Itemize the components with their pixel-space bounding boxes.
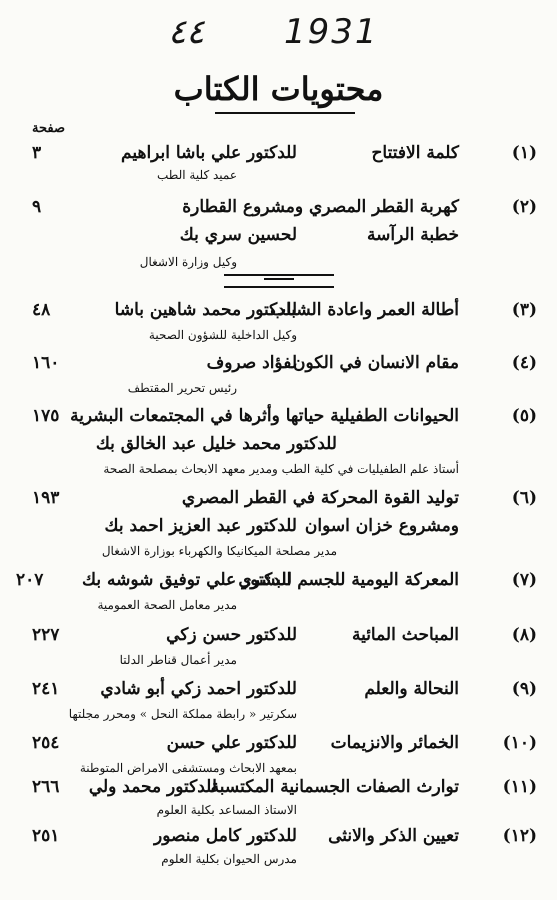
toc-entry-6 bbox=[20, 488, 537, 558]
entry-title: المعركة اليومية للجسم البشري bbox=[238, 570, 459, 590]
entry-page: ٤٨ bbox=[32, 300, 51, 320]
entry-author: للدكتور محمد شاهين باشا bbox=[114, 300, 297, 320]
entry-title: تعيين الذكر والانثى bbox=[328, 826, 459, 846]
entry-subtitle: مدير مصلحة الميكانيكا والكهرباء بوزارة الاشغال bbox=[101, 544, 337, 558]
page-title: محتويات الكتاب bbox=[173, 70, 384, 108]
entry-subtitle: مدير معامل الصحة العمومية bbox=[97, 598, 237, 612]
entry-page: ٢٤١ bbox=[32, 679, 60, 699]
entry-page: ٢٥٤ bbox=[32, 733, 60, 753]
entry-author: للدكتور كامل منصور bbox=[153, 826, 297, 846]
entry-title: كلمة الافتتاح bbox=[371, 143, 459, 163]
entry-subtitle: سكرتير « رابطة مملكة النحل » ومحرر مجلتها bbox=[68, 707, 297, 721]
entry-number: (٢) bbox=[511, 197, 537, 217]
entry-author: للدكتور علي باشا ابراهيم bbox=[121, 143, 297, 163]
entry-number: (١٠) bbox=[502, 733, 537, 753]
entry-title: الخمائر والانزيمات bbox=[330, 733, 459, 753]
entry-subtitle: بمعهد الابحاث ومستشفى الامراض المتوطنة bbox=[79, 761, 297, 775]
entry-page: ١٩٣ bbox=[32, 488, 60, 508]
entry-author: للدكتور علي حسن bbox=[166, 733, 297, 753]
entry-title: الحيوانات الطفيلية حياتها وأثرها في المجتمعات البشرية bbox=[70, 406, 459, 426]
toc-entry-5 bbox=[20, 406, 537, 476]
entry-author: للدكتور حسن زكي bbox=[166, 625, 297, 645]
entry-subtitle: رئيس تحرير المقتطف bbox=[127, 381, 237, 395]
entry-title: توارث الصفات الجسمانية المكتسبة bbox=[210, 777, 459, 797]
entry-page: ١٦٠ bbox=[32, 353, 60, 373]
entry-title: النحالة والعلم bbox=[364, 679, 459, 699]
entry-number: (٣) bbox=[511, 300, 537, 320]
entry-number: (٥) bbox=[511, 406, 537, 426]
entry-subtitle: وكيل الداخلية للشؤون الصحية bbox=[148, 328, 297, 342]
entry-subtitle: أستاذ علم الطفيليات في كلية الطب ومدير معهد الابحاث بمصلحة الصحة bbox=[103, 462, 459, 476]
entry-author: لفؤاد صروف bbox=[206, 353, 297, 373]
entry-number: (٦) bbox=[511, 488, 537, 508]
toc-entry-3 bbox=[20, 300, 537, 360]
entry-line2-author: للدكتور عبد العزيز احمد بك bbox=[104, 516, 297, 536]
entry-page: ٢٠٧ bbox=[16, 570, 44, 590]
entry-title: أطالة العمر واعادة الشباب bbox=[270, 300, 459, 320]
toc-entry-7 bbox=[16, 570, 537, 630]
entry-author: للدكتور محمد ولي bbox=[88, 777, 217, 797]
entry-number: (١١) bbox=[502, 777, 537, 797]
entry-author: للدكتور احمد زكي أبو شادي bbox=[100, 679, 297, 699]
entry-number: (٧) bbox=[511, 570, 537, 590]
entry-number: (١٢) bbox=[502, 826, 537, 846]
entry-page: ١٧٥ bbox=[32, 406, 60, 426]
toc-entry-1 bbox=[20, 143, 537, 203]
title-underline bbox=[215, 112, 355, 114]
entry-page: ٣ bbox=[32, 143, 42, 163]
toc-entry-8 bbox=[20, 625, 537, 685]
toc-entry-12 bbox=[20, 826, 537, 886]
toc-entry-9 bbox=[20, 679, 537, 739]
entry-subtitle: عميد كلية الطب bbox=[156, 168, 237, 182]
entry-number: (٨) bbox=[511, 625, 537, 645]
entry-title: كهربة القطر المصري ومشروع القطارة bbox=[182, 197, 459, 217]
entry-line2-right: خطبة الرآسة bbox=[367, 225, 459, 245]
entry-number: (٤) bbox=[511, 353, 537, 373]
entry-line2-author: للدكتور محمد خليل عبد الخالق بك bbox=[95, 434, 337, 454]
entry-subtitle: وكيل وزارة الاشغال bbox=[139, 255, 237, 269]
handwritten-number-arabic: ٤٤ bbox=[168, 12, 205, 52]
ornament-divider bbox=[224, 274, 334, 288]
page-column-label: صفحة bbox=[32, 121, 65, 136]
entry-line2-right: ومشروع خزان اسوان bbox=[304, 516, 459, 536]
entry-page: ٢٢٧ bbox=[32, 625, 60, 645]
handwritten-year: 1931 bbox=[284, 12, 379, 52]
entry-title: مقام الانسان في الكون bbox=[293, 353, 459, 373]
entry-author: للدكتور علي توفيق شوشه بك bbox=[82, 570, 292, 590]
entry-title: توليد القوة المحركة في القطر المصري bbox=[181, 488, 459, 508]
entry-subtitle: الاستاذ المساعد بكلية العلوم bbox=[156, 803, 297, 817]
entry-title: المباحث المائية bbox=[351, 625, 459, 645]
entry-page: ٢٦٦ bbox=[32, 777, 60, 797]
entry-subtitle: مدرس الحيوان بكلية العلوم bbox=[161, 852, 297, 866]
toc-entry-2 bbox=[20, 197, 537, 269]
entry-number: (١) bbox=[511, 143, 537, 163]
entry-subtitle: مدير أعمال قناطر الدلتا bbox=[119, 653, 237, 667]
entry-line2-author: لحسين سري بك bbox=[179, 225, 297, 245]
toc-entry-4 bbox=[20, 353, 537, 413]
entry-page: ٢٥١ bbox=[32, 826, 60, 846]
entry-page: ٩ bbox=[32, 197, 42, 217]
entry-number: (٩) bbox=[511, 679, 537, 699]
